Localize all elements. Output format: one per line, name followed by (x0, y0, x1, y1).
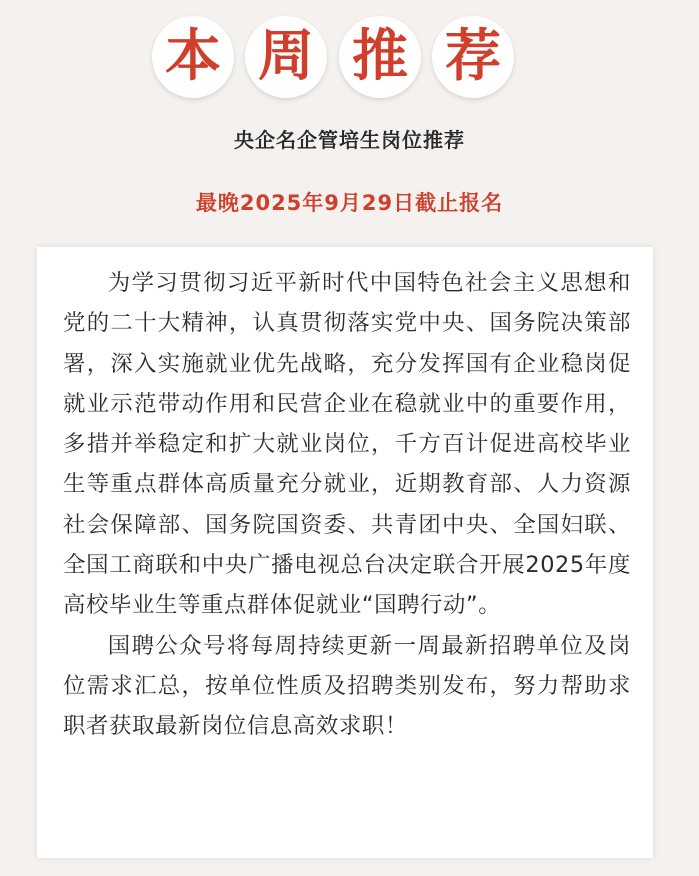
title-char-1: 本 (152, 16, 234, 98)
update-paragraph: 国聘公众号将每周持续更新一周最新招聘单位及岗位需求汇总，按单位性质及招聘类别发布，努力帮助求职者获取最新岗位信息高效求职！ (63, 632, 631, 740)
title-char-4: 荐 (432, 16, 514, 98)
title-banner (0, 16, 699, 100)
title-char-3: 推 (339, 16, 421, 98)
deadline-notice: 最晚2025年9月29日截止报名 (195, 191, 504, 215)
intro-paragraph: 为学习贯彻习近平新时代中国特色社会主义思想和党的二十大精神，认真贯彻落实党中央、国务院决策部署，深入实施就业优先战略，充分发挥国有企业稳岗促就业示范带动作用和民营企业在稳就业中的重要作用，多措并举稳定和扩大就业岗位，千方百计促进高校毕业生等重点群体高质量充分就业，近期教育部、人力资源社会保障部、国务院国资委、共青团中央、全国妇联、全国工商联和中央广播电视总台决定联合开展2025年度高校毕业生等重点群体促就业“国聘行动”。 (63, 270, 631, 619)
content-card (37, 247, 653, 858)
title-char-2: 周 (245, 16, 327, 98)
subtitle: 央企名企管培生岗位推荐 (234, 128, 465, 152)
